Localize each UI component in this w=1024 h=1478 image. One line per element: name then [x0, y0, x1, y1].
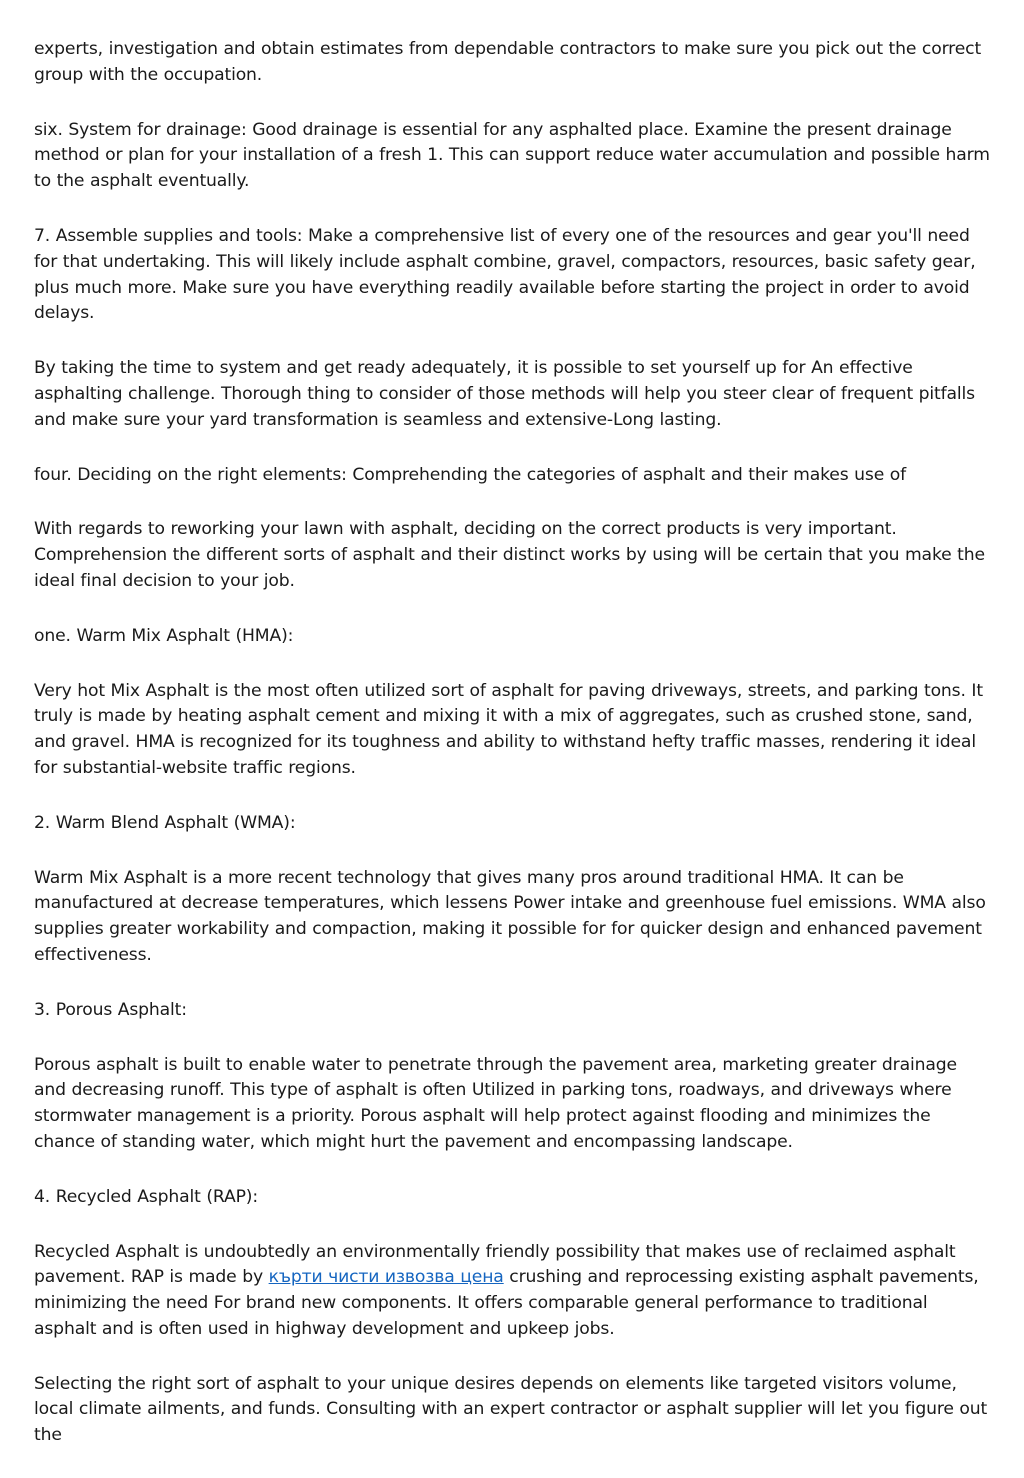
document-body — [34, 37, 992, 1478]
paragraph-porous-asphalt: Porous asphalt is built to enable water to penetrate through the pavement area, marketing greater drainage and decreasing runoff. This type of asphalt is often Utilized in parking tons, roadways, and driveways where stormwater management is a priority. Porous asphalt will help protect against flooding and minimizes the chance of standing water, which might hurt the pavement and encompassing landscape. — [34, 1054, 957, 1152]
paragraph-hot-mix-asphalt: Very hot Mix Asphalt is the most often utilized sort of asphalt for paving driveways, streets, and parking tons. It truly is made by heating asphalt cement and mixing it with a mix of aggregates, such as crushed stone, sand, and gravel. HMA is recognized for its toughness and ability to withstand hefty traffic masses, rendering it ideal for substantial-website traffic regions. — [34, 680, 983, 778]
paragraph-recycled-asphalt — [34, 1240, 992, 1343]
subheading-recycled-asphalt: 4. Recycled Asphalt (RAP): — [34, 1186, 258, 1207]
recycled-text-after-link: crushing and reprocessing existing asphalt pavements, minimizing the need For brand new components. It offers comparable general performance to traditional asphalt and is often used in highway development and upkeep jobs. — [34, 1267, 979, 1339]
paragraph-planning-summary: By taking the time to system and get ready adequately, it is possible to set yourself up for An effective asphalting challenge. Thorough thing to consider of those methods will help you steer clear of frequent pitfalls and make sure your yard transformation is seamless and extensive-Long lasting. — [34, 358, 975, 430]
subheading-hot-mix-asphalt: one. Warm Mix Asphalt (HMA): — [34, 625, 294, 646]
inline-link-demolition-price[interactable]: кърти чисти извозва цена — [268, 1267, 504, 1288]
paragraph-warm-mix-asphalt: Warm Mix Asphalt is a more recent technology that gives many pros around traditional HMA. It can be manufactured at decrease temperatures, which lessens Power intake and greenhouse fuel emissions. WMA also supplies greater workability and compaction, making it possible for for quicker design and enhanced pavement effectiveness. — [34, 867, 986, 965]
recycled-text-before-link: Recycled Asphalt is undoubtedly an environmentally friendly possibility that makes use of reclaimed asphalt pavement. RAP is made by — [34, 1241, 956, 1288]
subheading-porous-asphalt: 3. Porous Asphalt: — [34, 999, 187, 1020]
subheading-warm-mix-asphalt: 2. Warm Blend Asphalt (WMA): — [34, 812, 296, 833]
paragraph-contractor-research: experts, investigation and obtain estimates from dependable contractors to make sure you pick out the correct group with the occupation. — [34, 39, 982, 85]
paragraph-selecting-asphalt: Selecting the right sort of asphalt to your unique desires depends on elements like targeted visitors volume, local climate ailments, and funds. Consulting with an expert contractor or asphalt supplier will let you figure out the — [34, 1373, 988, 1446]
paragraph-drainage-system: six. System for drainage: Good drainage is essential for any asphalted place. Examine the present drainage method or plan for your installation of a fresh 1. This can support reduce water accumulation and possible harm to the asphalt eventually. — [34, 119, 990, 192]
section-heading-right-elements: four. Deciding on the right elements: Comprehending the categories of asphalt and their makes use of — [34, 464, 907, 485]
paragraph-choosing-products: With regards to reworking your lawn with asphalt, deciding on the correct products is very important. Comprehension the different sorts of asphalt and their distinct works by using will be certain that you make the ideal final decision to your job. — [34, 519, 985, 591]
paragraph-supplies-tools: 7. Assemble supplies and tools: Make a comprehensive list of every one of the resources and gear you'll need for that undertaking. This will likely include asphalt combine, gravel, compactors, resources, basic safety gear, plus much more. Make sure you have everything readily available before starting the project in order to avoid delays. — [34, 225, 976, 324]
